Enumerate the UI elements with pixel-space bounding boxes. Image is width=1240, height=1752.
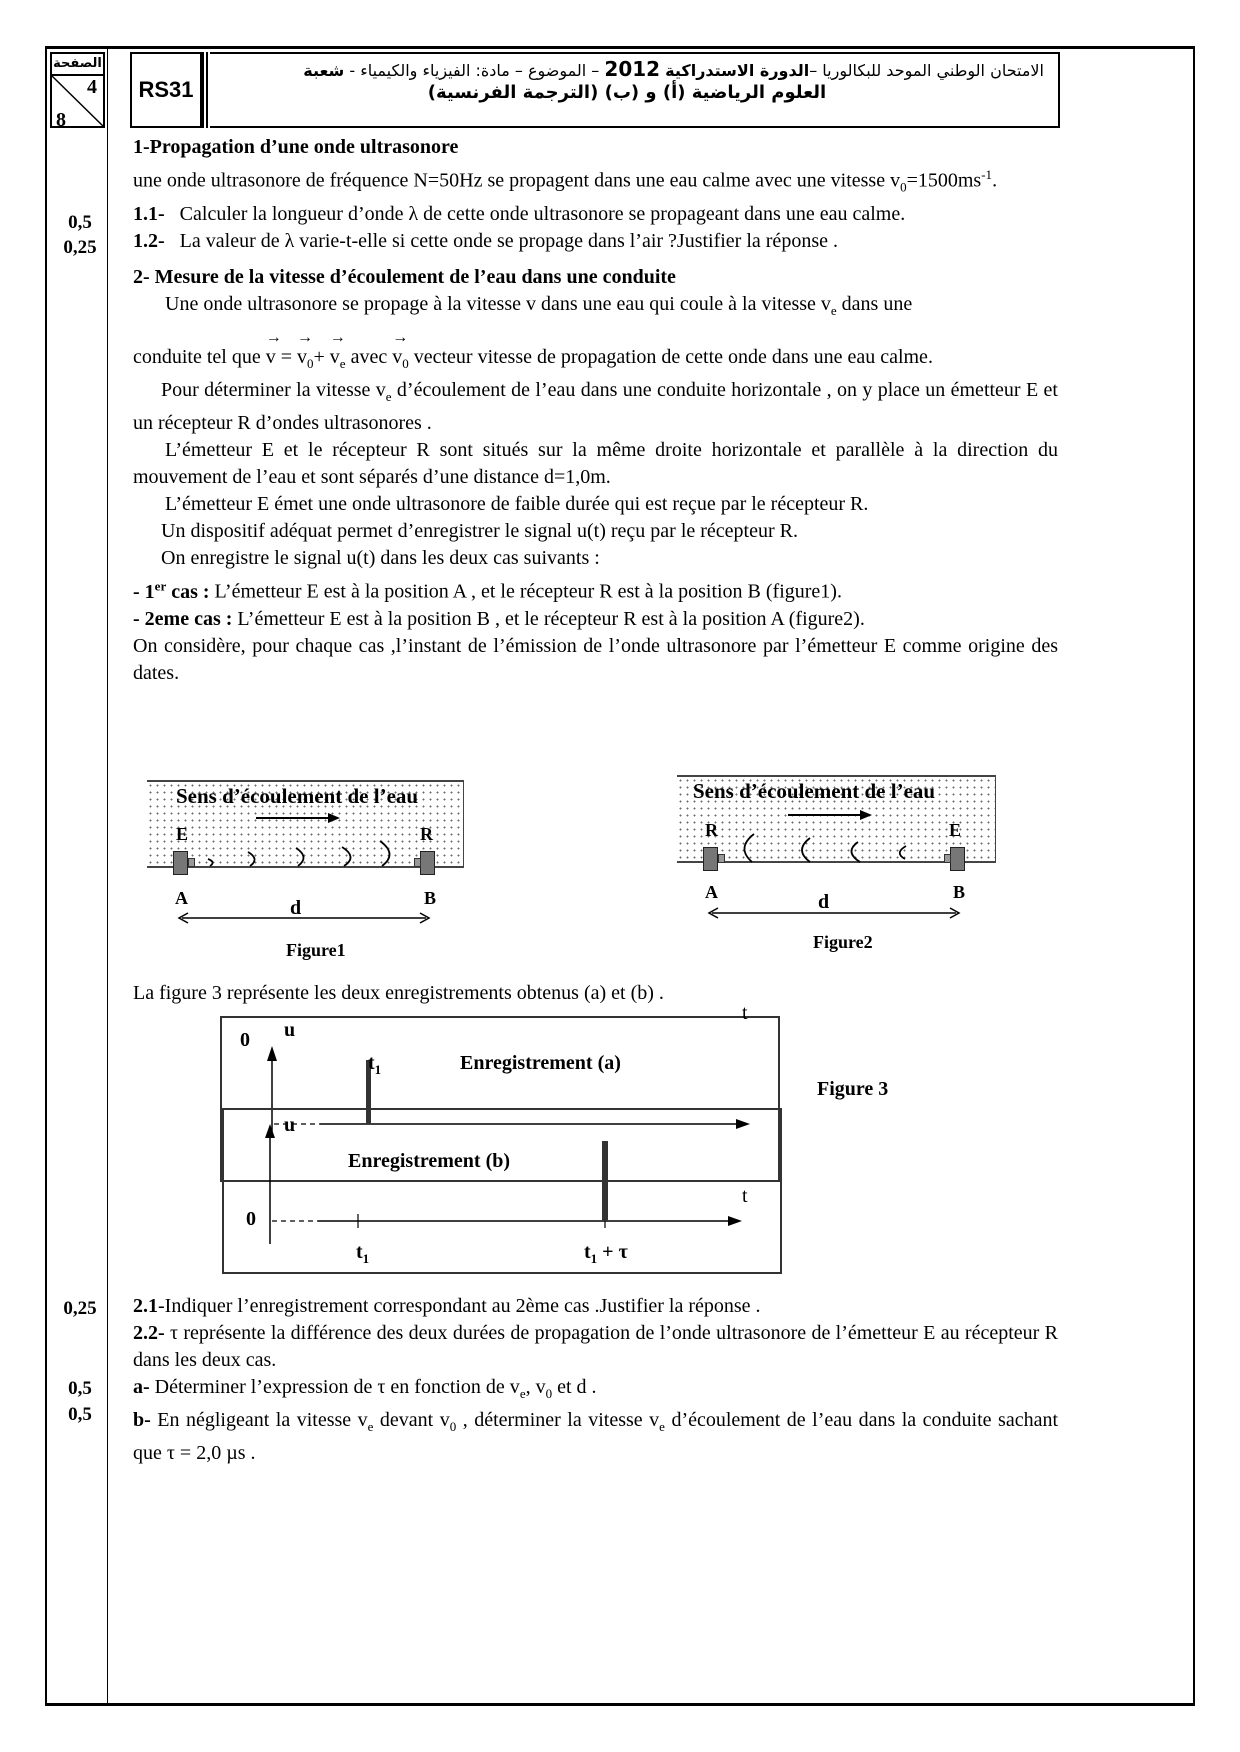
question-2-2b: b- En négligeant la vitesse $v_e$ devant $v_0$ , déterminer la vitesse $v_e$ d’écoulement de l’eau dans la conduite sachant que τ = 2,0 µs . — [133, 1409, 1059, 1464]
figure2-receiver-nozzle — [718, 854, 725, 863]
figure1-emitter-label: E — [176, 824, 189, 844]
figure2-position-a: A — [705, 882, 718, 902]
figure2-flow-arrow-icon — [788, 808, 873, 822]
page-label: الصفحة — [52, 54, 103, 76]
exam-title-line1: الامتحان الوطني الموحد للبكالوريا –الدورة الاستدراكية 2012 – الموضوع – مادة: الفيزياء والكيمياء - شعبة — [303, 57, 1044, 81]
recording-b-t1-label: $t_1$ — [356, 1241, 370, 1266]
recording-b-x-arrow-icon — [728, 1216, 742, 1226]
figure3-caption: Figure 3 — [817, 1078, 889, 1100]
figure1-emitter-nozzle — [188, 858, 195, 867]
recording-a-x-label: t — [742, 1002, 748, 1024]
recording-a-origin: 0 — [240, 1029, 250, 1051]
part2-section — [133, 264, 1058, 687]
figure1-receiver-label: R — [420, 824, 433, 844]
page-total: 8 — [56, 109, 66, 131]
figure2-flow-label: Sens d’écoulement de l’eau — [693, 779, 936, 803]
exam-code: RS31 — [130, 52, 202, 128]
figure2-distance-arrow-icon — [706, 906, 962, 920]
question-2-2: 2.2- τ représente la différence des deux durées de propagation de l’onde ultrasonore de l’émetteur E au récepteur R dans les deux cas. — [133, 1322, 1058, 1371]
recording-a-pulse-label: $t_1$ — [368, 1052, 382, 1077]
header-double-rule — [202, 52, 208, 128]
part1-heading: 1-Propagation d’une onde ultrasonore — [133, 136, 459, 158]
recording-b-y-arrow-icon — [265, 1124, 275, 1138]
part2-para5: Un dispositif adéquat permet d’enregistrer le signal u(t) reçu par le récepteur R. — [161, 520, 798, 542]
figure2-caption: Figure2 — [813, 932, 873, 952]
exam-title — [210, 52, 1060, 128]
figure2-emitter-nozzle — [944, 854, 951, 863]
figure2-emitter-label: E — [949, 820, 962, 840]
recording-b-plot — [222, 1108, 782, 1274]
part2-heading: 2- Mesure de la vitesse d’écoulement de l’eau dans une conduite — [133, 266, 676, 288]
part2-para2: Pour déterminer la vitesse $v_e$ d’écoulement de l’eau dans une conduite horizontale , on y place un émetteur E et un récepteur R d’ondes ultrasonores . — [133, 379, 1058, 434]
recording-b-pulse — [602, 1141, 608, 1221]
part2-para4: L’émetteur E émet une onde ultrasonore de faible durée qui est reçue par le récepteur R. — [165, 493, 869, 515]
question-1-2: 1.2- La valeur de λ varie-t-elle si cette onde se propage dans l’air ?Justifier la réponse . — [133, 229, 838, 252]
page-number-box — [50, 52, 105, 131]
case-2: - 2eme cas : L’émetteur E est à la position B , et le récepteur R est à la position A (figure2). — [133, 607, 865, 630]
figure1-position-a: A — [175, 888, 188, 908]
part2-para1: Une onde ultrasonore se propage à la vitesse v dans une eau qui coule à la vitesse $v_e$ dans une — [165, 293, 913, 318]
recording-b-y-label: u — [284, 1114, 296, 1136]
figure1-distance-label: d — [290, 897, 302, 919]
score-q2-1: 0,25 — [63, 1298, 97, 1319]
recording-b-pulse-label: $t_1 + \tau$ — [584, 1241, 628, 1266]
score-q1-2: 0,25 — [63, 237, 97, 258]
question-2-1: 2.1-Indiquer l’enregistrement correspondant au 2ème cas .Justifier la réponse . — [133, 1295, 761, 1317]
questions-part2 — [133, 1293, 1058, 1467]
figure1-position-b: B — [424, 888, 437, 908]
figure2-receiver-label: R — [705, 820, 718, 840]
figure3-intro: La figure 3 représente les deux enregistrements obtenus (a) et (b) . — [133, 982, 664, 1004]
figure1-wavefronts-icon — [200, 835, 420, 867]
score-q2-2a: 0,5 — [68, 1378, 92, 1399]
figure1-flow-label: Sens d’écoulement de l’eau — [176, 784, 419, 808]
recording-a-title: Enregistrement (a) — [460, 1052, 621, 1074]
figure1-emitter-device — [173, 851, 188, 875]
recording-b-origin: 0 — [246, 1208, 256, 1230]
page-number: 4 — [87, 76, 97, 98]
figure2-receiver-device — [703, 847, 718, 871]
exam-title-line2: العلوم الرياضية (أ) و (ب) (الترجمة الفرنسية) — [427, 82, 827, 103]
recording-a-y-arrow-icon — [267, 1046, 277, 1061]
figure1-caption: Figure1 — [286, 940, 346, 960]
score-q2-2b: 0,5 — [68, 1404, 92, 1425]
figure2-position-b: B — [953, 882, 966, 902]
part1-section — [133, 134, 1058, 255]
recording-b-title: Enregistrement (b) — [348, 1150, 511, 1172]
figure2-emitter-device — [950, 847, 965, 871]
part2-para3: L’émetteur E et le récepteur R sont situés sur la même droite horizontale et parallèle à la direction du mouvement de l’eau et sont séparés d’une distance d=1,0m. — [133, 439, 1058, 488]
exam-year: 2012 — [604, 57, 661, 81]
part2-para6: On enregistre le signal u(t) dans les deux cas suivants : — [161, 547, 600, 569]
part1-intro: une onde ultrasonore de fréquence N=50Hz se propagent dans une eau calme avec une vitesse $v_0=1500ms^{-1}$. — [133, 167, 998, 195]
figure1-flow-arrow-icon — [256, 811, 341, 825]
figure1-distance-arrow-icon — [176, 911, 432, 925]
recording-a-y-label: u — [284, 1019, 296, 1041]
figure2-wavefronts-icon — [730, 828, 940, 864]
recording-b-x-label: t — [742, 1185, 748, 1207]
figure1-receiver-device — [420, 851, 435, 875]
score-q1-1: 0,5 — [68, 212, 92, 233]
figure2-distance-label: d — [818, 891, 830, 913]
part2-para7: On considère, pour chaque cas ,l’instant de l’émission de l’onde ultrasonore par l’émetteur E comme origine des dates. — [133, 634, 1058, 684]
question-1-1: 1.1- Calculer la longueur d’onde λ de cette onde ultrasonore se propageant dans une eau calme. — [133, 202, 906, 225]
question-2-2a: a- Déterminer l’expression de τ en fonction de $v_e$, $v_0$ et d . — [133, 1376, 597, 1401]
case-1: - 1er cas : L’émetteur E est à la position A , et le récepteur R est à la position B (figure1). — [133, 578, 842, 603]
score-margin-divider — [107, 46, 108, 1706]
part2-vector-equation: conduite tel que → v = → $v_0+ \to v_e$ avec → $v_0$ vecteur vitesse de propagation de cette onde dans une eau calme. — [133, 344, 1058, 377]
